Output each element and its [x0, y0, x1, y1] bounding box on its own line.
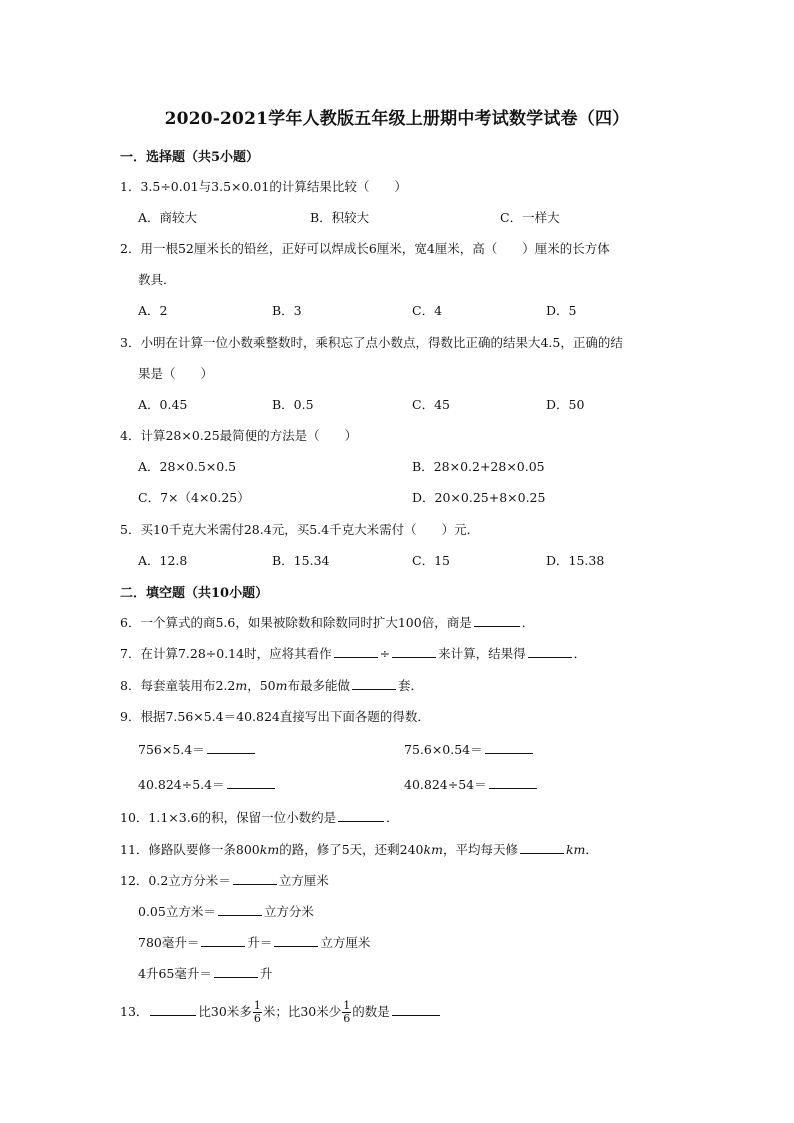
fraction-numerator: 1 — [253, 999, 261, 1012]
q13-text-2: 米；比30米少 — [262, 1004, 342, 1019]
fraction-numerator: 1 — [343, 999, 351, 1012]
question-3-stem-cont: 果是（ ） — [138, 366, 214, 381]
question-12-line-2 — [138, 902, 314, 920]
fraction-denominator: 6 — [253, 1012, 261, 1025]
answer-blank[interactable] — [489, 775, 537, 789]
question-13 — [120, 1000, 442, 1025]
unit-m: m — [235, 678, 248, 693]
q9-expr-3-text: 40.824÷5.4＝ — [138, 777, 225, 792]
question-12-line-3 — [138, 933, 370, 951]
q9-expr-2 — [404, 740, 535, 758]
answer-blank[interactable] — [201, 933, 245, 947]
answer-blank[interactable] — [474, 613, 520, 627]
q12-unit-3b: 立方厘米 — [320, 935, 371, 950]
answer-blank[interactable] — [214, 964, 258, 978]
q7-text: 7．在计算7.28÷0.14时，应将其看作 — [120, 646, 332, 661]
question-3-stem: 3．小明在计算一位小数乘整数时，乘积忘了点小数点，得数比正确的结果大4.5，正确的结 — [120, 335, 623, 350]
q1-option-b: B．积较大 — [310, 210, 370, 225]
q7-text-2: 来计算，结果得 — [438, 646, 526, 661]
q8-end: 套． — [397, 678, 423, 693]
q11-text-3: ，平均每天修 — [442, 842, 518, 857]
answer-blank[interactable] — [338, 808, 384, 822]
question-12-line-1 — [120, 871, 329, 889]
question-9-stem: 9．根据7.56×5.4＝40.824直接写出下面各题的得数． — [120, 709, 430, 724]
section-heading-choice: 一．选择题（共5小题） — [120, 150, 260, 165]
q10-end: ． — [386, 810, 399, 825]
question-10 — [120, 808, 399, 826]
q11-text-2: 的路，修了5天，还剩240 — [279, 842, 424, 857]
answer-blank[interactable] — [233, 871, 277, 885]
answer-blank[interactable] — [520, 840, 564, 854]
q9-expr-2-text: 75.6×0.54＝ — [404, 742, 483, 757]
q5-option-b: B．15.34 — [272, 553, 330, 568]
q9-expr-4 — [404, 775, 539, 793]
answer-blank[interactable] — [485, 740, 533, 754]
q9-expr-4-text: 40.824÷54＝ — [404, 777, 487, 792]
question-1-stem: 1．3.5÷0.01与3.5×0.01的计算结果比较（ ） — [120, 179, 407, 194]
q12-unit-4: 升 — [259, 966, 273, 981]
q3-option-c: C．45 — [412, 397, 450, 412]
q8-text-3: 布最多能做 — [287, 678, 350, 693]
answer-blank[interactable] — [227, 775, 275, 789]
answer-blank[interactable] — [528, 644, 572, 658]
q12-unit-3a: 升＝ — [247, 935, 273, 950]
q11-end: ． — [585, 842, 598, 857]
q12-unit-2: 立方分米 — [263, 904, 314, 919]
unit-km: km — [259, 842, 280, 857]
answer-blank[interactable] — [274, 933, 318, 947]
q9-expr-1-text: 756×5.4＝ — [138, 742, 205, 757]
q3-option-b: B．0.5 — [272, 397, 314, 412]
question-5-stem: 5．买10千克大米需付28.4元，买5.4千克大米需付（ ）元． — [120, 522, 480, 537]
q9-expr-3 — [138, 775, 277, 793]
unit-km: km — [423, 842, 443, 857]
unit-m: m — [275, 678, 288, 693]
fraction-one-sixth — [253, 1000, 262, 1025]
question-11 — [120, 840, 598, 858]
fraction-one-sixth — [342, 1000, 351, 1025]
q12-text-4: 4升65毫升＝ — [138, 966, 212, 981]
question-12-line-4 — [138, 964, 272, 982]
q13-number: 13． — [120, 1004, 149, 1019]
answer-blank[interactable] — [392, 1002, 440, 1016]
section-heading-fill: 二．填空题（共10小题） — [120, 586, 269, 601]
q12-unit-1: 立方厘米 — [278, 873, 329, 888]
q2-option-a: A．2 — [138, 303, 168, 318]
q13-text-3: 的数是 — [352, 1004, 390, 1019]
q5-option-d: D．15.38 — [546, 553, 605, 568]
q1-option-c: C．一样大 — [500, 210, 560, 225]
q9-expr-1 — [138, 740, 257, 758]
answer-blank[interactable] — [392, 644, 436, 658]
q2-option-d: D．5 — [546, 303, 577, 318]
q8-text-2: ，50 — [247, 678, 276, 693]
answer-blank[interactable] — [352, 676, 396, 690]
q5-option-c: C．15 — [412, 553, 450, 568]
q4-option-d: D．20×0.25+8×0.25 — [412, 490, 546, 505]
q6-text: 6．一个算式的商5.6，如果被除数和除数同时扩大100倍，商是 — [120, 615, 472, 630]
q4-option-a: A．28×0.5×0.5 — [138, 459, 237, 474]
q13-text-1: 比30米多 — [198, 1004, 252, 1019]
q6-end: ． — [521, 615, 535, 630]
q3-option-d: D．50 — [546, 397, 585, 412]
q10-text: 10．1.1×3.6的积，保留一位小数约是 — [120, 810, 337, 825]
q12-text-3: 780毫升＝ — [138, 935, 200, 950]
question-2-stem: 2．用一根52厘米长的铅丝，正好可以焊成长6厘米，宽4厘米，高（ ）厘米的长方体 — [120, 241, 610, 256]
q4-option-b: B．28×0.2+28×0.05 — [412, 459, 545, 474]
q11-text: 11．修路队要修一条800 — [120, 842, 260, 857]
question-2-stem-cont: 教具． — [138, 272, 176, 287]
page-title: 2020-2021学年人教版五年级上册期中考试数学试卷（四） — [164, 109, 630, 129]
fraction-denominator: 6 — [343, 1012, 351, 1025]
question-6 — [120, 613, 534, 631]
q7-divide: ÷ — [379, 646, 391, 661]
question-8 — [120, 676, 423, 694]
q3-option-a: A．0.45 — [138, 397, 188, 412]
question-4-stem: 4．计算28×0.25最简便的方法是（ ） — [120, 428, 358, 443]
q12-text-2: 0.05立方米＝ — [138, 904, 216, 919]
q2-option-c: C．4 — [412, 303, 443, 318]
q12-text-1: 12．0.2立方分米＝ — [120, 873, 231, 888]
answer-blank[interactable] — [207, 740, 255, 754]
answer-blank[interactable] — [150, 1002, 196, 1016]
q4-option-c: C．7×（4×0.25） — [138, 490, 250, 505]
q8-text: 8．每套童装用布2.2 — [120, 678, 236, 693]
answer-blank[interactable] — [218, 902, 262, 916]
q5-option-a: A．12.8 — [138, 553, 188, 568]
q2-option-b: B．3 — [272, 303, 302, 318]
unit-km: km — [565, 842, 586, 857]
answer-blank[interactable] — [334, 644, 378, 658]
q7-end: ． — [573, 646, 587, 661]
question-7 — [120, 644, 586, 662]
q1-option-a: A．商较大 — [138, 210, 198, 225]
